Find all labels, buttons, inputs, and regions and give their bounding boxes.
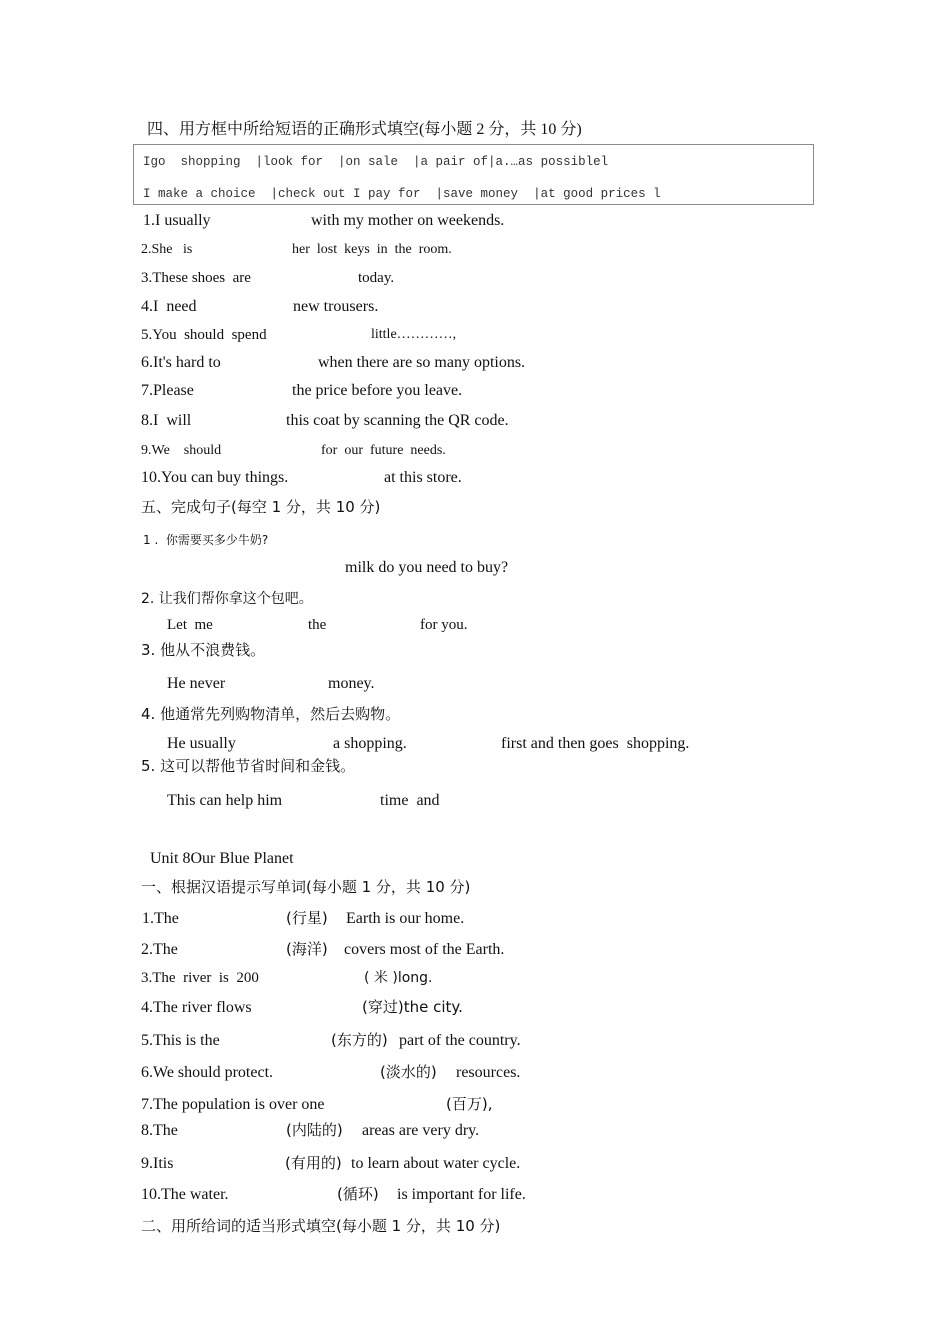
section4-heading: 四、用方框中所给短语的正确形式填空(每小题 2 分，共 10 分)	[147, 121, 582, 138]
q4-part-3: first and then goes shopping.	[501, 735, 690, 752]
q4-part-1: He usually	[167, 735, 236, 752]
word-3-hint: ( 米 )long.	[364, 970, 433, 986]
word-1-lead: 1.The	[142, 910, 179, 927]
item-1-tail: with my mother on weekends.	[311, 212, 505, 229]
item-6-lead: 6.It's hard to	[141, 354, 221, 371]
phrase-box-row-2: I make a choice |check out I pay for |save money |at good prices l	[143, 187, 661, 201]
word-6-hint: (淡水的)	[380, 1063, 437, 1081]
word-4-hint: (穿过)the city.	[362, 998, 463, 1016]
item-7-tail: the price before you leave.	[292, 382, 463, 399]
item-6-tail: when there are so many options.	[318, 354, 526, 371]
word-8-lead: 8.The	[141, 1122, 178, 1139]
word-5-lead: 5.This is the	[141, 1032, 220, 1049]
item-4-lead: 4.I need	[141, 298, 197, 315]
item-2-lead: 2.She is	[141, 242, 193, 257]
item-3-lead: 3.These shoes are	[141, 270, 251, 286]
word-3-lead: 3.The river is 200	[141, 970, 259, 986]
word-10-tail: is important for life.	[397, 1186, 526, 1203]
word-6-lead: 6.We should protect.	[141, 1064, 274, 1081]
unit-title: Unit 8Our Blue Planet	[150, 850, 294, 867]
item-10-tail: at this store.	[384, 469, 462, 486]
q3-part-1: He never	[167, 675, 226, 692]
q2-part-2: the	[308, 617, 327, 633]
word-5-hint: (东方的)	[331, 1031, 388, 1049]
q2-part-3: for you.	[420, 617, 468, 633]
q5-part-1: This can help him	[167, 792, 283, 809]
q5-part-2: time and	[380, 792, 440, 809]
q1-chinese: 1 . 你需要买多少牛奶?	[143, 533, 269, 547]
word-4-lead: 4.The river flows	[141, 999, 252, 1016]
item-4-tail: new trousers.	[293, 298, 379, 315]
unit-section1-heading: 一、根据汉语提示写单词(每小题 1 分，共 10 分)	[141, 878, 471, 896]
item-1-lead: 1.I usually	[143, 212, 211, 229]
section5-heading: 五、完成句子(每空 1 分，共 10 分)	[141, 498, 381, 516]
word-10-hint: (循环)	[337, 1185, 379, 1203]
word-2-hint: (海洋)	[286, 940, 328, 958]
q3-chinese: 3. 他从不浪费钱。	[141, 641, 266, 659]
q2-part-1: Let me	[167, 617, 213, 633]
item-7-lead: 7.Please	[141, 382, 194, 399]
phrase-box-row-1: Igo shopping |look for |on sale |a pair of|a.…as possiblel	[143, 155, 609, 169]
word-7-hint: (百万),	[446, 1095, 493, 1113]
item-5-lead: 5.You should spend	[141, 327, 267, 343]
word-1-tail: Earth is our home.	[346, 910, 465, 927]
q4-chinese: 4. 他通常先列购物清单，然后去购物。	[141, 705, 401, 723]
word-7-lead: 7.The population is over one	[141, 1096, 325, 1113]
q3-part-2: money.	[328, 675, 375, 692]
item-9-tail: for our future needs.	[321, 443, 446, 458]
item-8-lead: 8.I will	[141, 412, 192, 429]
q1-english: milk do you need to buy?	[345, 559, 509, 576]
item-9-lead: 9.We should	[141, 443, 222, 458]
item-3-tail: today.	[358, 270, 395, 286]
word-9-hint: (有用的)	[285, 1154, 342, 1172]
word-10-lead: 10.The water.	[141, 1186, 229, 1203]
item-8-tail: this coat by scanning the QR code.	[286, 412, 509, 429]
q4-part-2: a shopping.	[333, 735, 407, 752]
word-8-hint: (内陆的)	[286, 1121, 343, 1139]
word-6-tail: resources.	[456, 1064, 521, 1081]
unit-section2-heading: 二、用所给词的适当形式填空(每小题 1 分，共 10 分)	[141, 1217, 501, 1235]
q2-chinese: 2. 让我们帮你拿这个包吧。	[141, 591, 313, 607]
q5-chinese: 5. 这可以帮他节省时间和金钱。	[141, 757, 356, 775]
word-9-tail: to learn about water cycle.	[351, 1155, 521, 1172]
word-2-lead: 2.The	[141, 941, 178, 958]
phrase-box	[133, 144, 814, 205]
word-5-tail: part of the country.	[399, 1032, 521, 1049]
item-5-tail: little…………,	[371, 327, 457, 342]
item-2-tail: her lost keys in the room.	[292, 242, 452, 257]
word-2-tail: covers most of the Earth.	[344, 941, 505, 958]
word-1-hint: (行星)	[286, 909, 328, 927]
word-8-tail: areas are very dry.	[362, 1122, 480, 1139]
word-9-lead: 9.Itis	[141, 1155, 174, 1172]
item-10-lead: 10.You can buy things.	[141, 469, 289, 486]
